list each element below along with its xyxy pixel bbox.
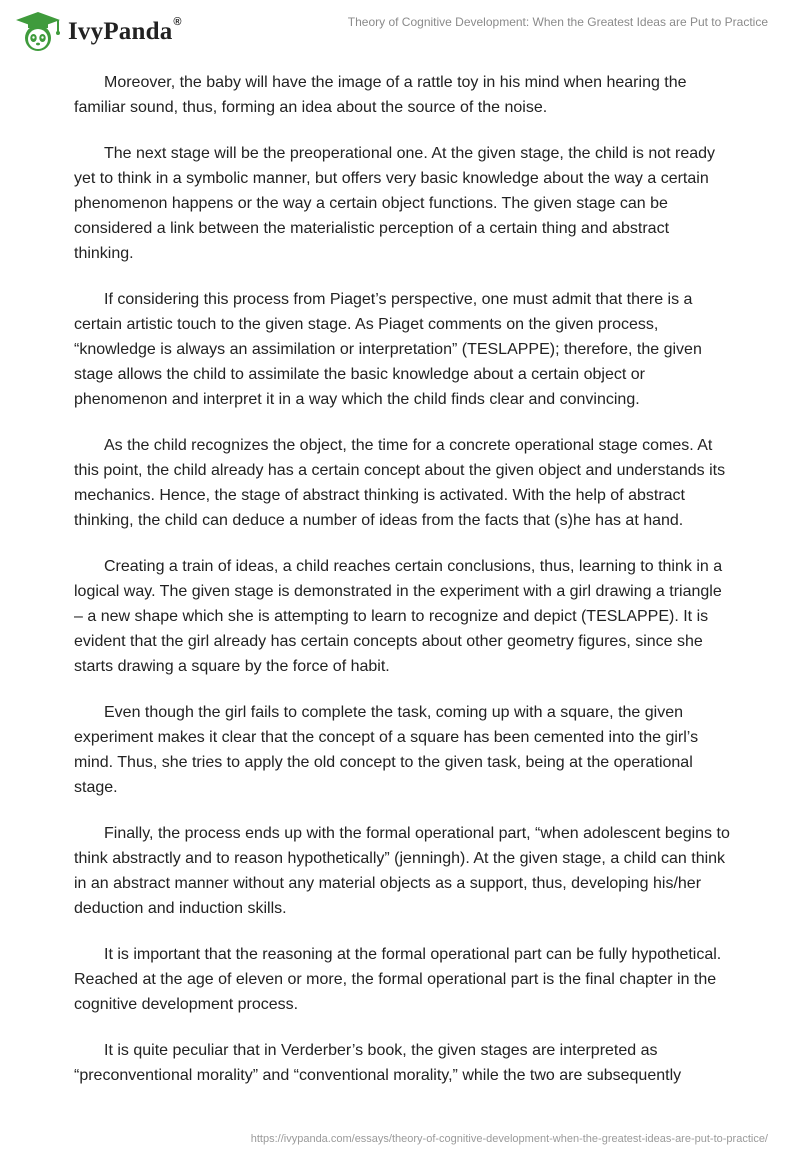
paragraph: Even though the girl fails to complete the task, coming up with a square, the given experiment makes it clear that the concept of a square has been cemented into the girl’s mind. Thus, she tries to apply the old concept to the given task, being at the operational stage. (74, 704, 699, 796)
paragraph: It is important that the reasoning at the formal operational part can be fully hypothetical. Reached at the age of eleven or more, the formal operational part is the final chapter in the cognitive development process. (74, 946, 722, 1013)
paragraph: As the child recognizes the object, the time for a concrete operational stage comes. At this point, the child already has a certain concept about the given object and understands its mechanics. Hence, the stage of abstract thinking is activated. With the help of abstract thinking, the child can deduce a number of ideas from the facts that (s)he has at hand. (74, 437, 726, 529)
paragraph: It is quite peculiar that in Verderber’s book, the given stages are interpreted as “preconventional morality” and “conventional morality,” while the two are subsequently (74, 1042, 682, 1084)
ivypanda-logo[interactable] (14, 10, 182, 52)
paragraph: The next stage will be the preoperational one. At the given stage, the child is not ready yet to think in a symbolic manner, but offers very basic knowledge about the way a certain phenomenon happens or the way a certain object functions. The given stage can be considered a link between the materialistic perception of a certain thing and abstract thinking. (74, 145, 716, 262)
paragraph: Creating a train of ideas, a child reaches certain conclusions, thus, learning to think in a logical way. The given stage is demonstrated in the experiment with a girl drawing a triangle – a new shape which she is attempting to learn to recognize and depict (TESLAPPE). It is evident that the girl already has certain concepts about other geometry figures, since she starts drawing a square by the force of habit. (74, 558, 723, 675)
paragraph: Moreover, the baby will have the image of a rattle toy in his mind when hearing the familiar sound, thus, forming an idea about the source of the noise. (74, 74, 687, 116)
document-title: Theory of Cognitive Development: When the Greatest Ideas are Put to Practice (347, 15, 768, 29)
logo-text: IvyPanda® (68, 16, 182, 45)
source-url-link[interactable]: https://ivypanda.com/essays/theory-of-cognitive-development-when-the-greatest-ideas-are-put-to-practice/ (250, 1133, 768, 1145)
paragraph: Finally, the process ends up with the formal operational part, “when adolescent begins to think abstractly and to reason hypothetically” (jenningh). At the given stage, a child can think in an abstract manner without any material objects as a support, thus, developing his/her deduction and induction skills. (74, 825, 730, 917)
registered-mark: ® (173, 16, 182, 28)
paragraph: If considering this process from Piaget’s perspective, one must admit that there is a certain artistic touch to the given stage. As Piaget comments on the given process, “knowledge is always an assimilation or interpretation” (TESLAPPE); therefore, the given stage allows the child to assimilate the basic knowledge about a certain object or phenomenon and interpret it in a way which the child finds clear and convincing. (74, 291, 702, 408)
essay-body (74, 70, 730, 1109)
panda-graduate-icon (14, 10, 62, 52)
page-header (0, 0, 800, 60)
